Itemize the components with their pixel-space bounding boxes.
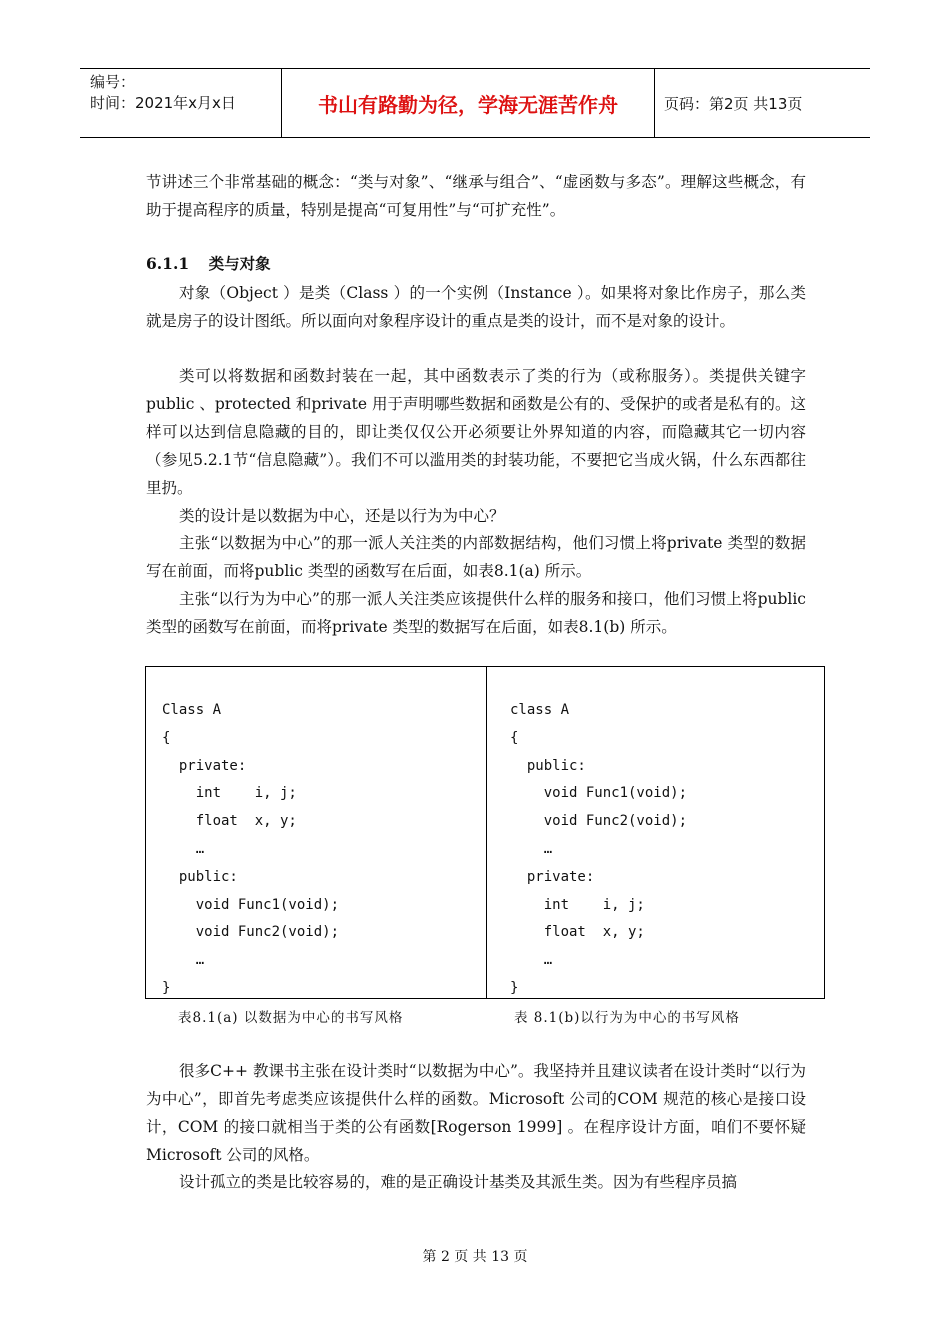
doc-number-label: 编号： [90, 73, 136, 91]
table-caption-b: 表 8.1(b)以行为为中心的书写风格 [514, 1010, 740, 1026]
paragraph-4: 主张“以数据为中心”的那一派人关注类的内部数据结构，他们习惯上将private 类型的数据写在前面，而将public 类型的函数写在后面，如表8.1(a) 所示。 [146, 534, 806, 580]
code-data-centric: Class A { private: int i, j; float x, y; … public: void Func1(void); void Func2(void); … } [162, 702, 340, 996]
date-line: 时间：2021年x月x日 [90, 94, 236, 112]
paragraph-2: 类可以将数据和函数封装在一起，其中函数表示了类的行为（或称服务）。类提供关键字public 、protected 和private 用于声明哪些数据和函数是公有的、受保护的或者是私有的。这样可以达到信息隐藏的目的，即让类仅仅公开必须要让外界知道的内容，而隐藏其它一切内容（参见5.2.1节“信息隐藏”）。我们不可以滥用类的封装功能，不要把它当成火锅，什么东西都往里扔。 [146, 367, 806, 497]
paragraph-3: 类的设计是以数据为中心，还是以行为为中心？ [179, 507, 505, 525]
header-motto: 书山有路勤为径，学海无涯苦作舟 [318, 92, 618, 117]
header-page-info: 页码：第2页 共13页 [664, 94, 803, 113]
section-heading [146, 252, 271, 274]
page-footer: 第 2 页 共 13 页 [422, 1249, 528, 1265]
paragraph-1: 对象（Object ）是类（Class ）的一个实例（Instance ）。如果将对象比作房子，那么类就是房子的设计图纸。所以面向对象程序设计的重点是类的设计，而不是对象的设计。 [146, 284, 806, 330]
header-left [90, 72, 236, 114]
section-number: 6.1.1 [146, 254, 190, 273]
paragraph-5: 主张“以行为为中心”的那一派人关注类应该提供什么样的服务和接口，他们习惯上将public 类型的函数写在前面，而将private 类型的数据写在后面，如表8.1(b) 所示。 [146, 590, 806, 636]
intro-paragraph: 节讲述三个非常基础的概念：“类与对象”、“继承与组合”、“虚函数与多态”。理解这些概念，有助于提高程序的质量，特别是提高“可复用性”与“可扩充性”。 [146, 173, 806, 219]
code-behavior-centric: class A { public: void Func1(void); void Func2(void); … private: int i, j; float x, y; … } [510, 702, 688, 996]
page-header [80, 68, 870, 138]
table-caption-a: 表8.1(a) 以数据为中心的书写风格 [178, 1010, 404, 1026]
paragraph-7: 设计孤立的类是比较容易的，难的是正确设计基类及其派生类。因为有些程序员搞 [179, 1173, 738, 1191]
code-comparison-table [145, 666, 825, 999]
paragraph-6: 很多C++ 教课书主张在设计类时“以数据为中心”。我坚持并且建议读者在设计类时“以行为为中心”，即首先考虑类应该提供什么样的函数。Microsoft 公司的COM 规范的核心是接口设计，COM 的接口就相当于类的公有函数[Rogerson 1999] 。在程序设计方面，咱们不要怀疑Microsoft 公司的风格。 [146, 1062, 806, 1164]
section-title: 类与对象 [208, 254, 271, 273]
